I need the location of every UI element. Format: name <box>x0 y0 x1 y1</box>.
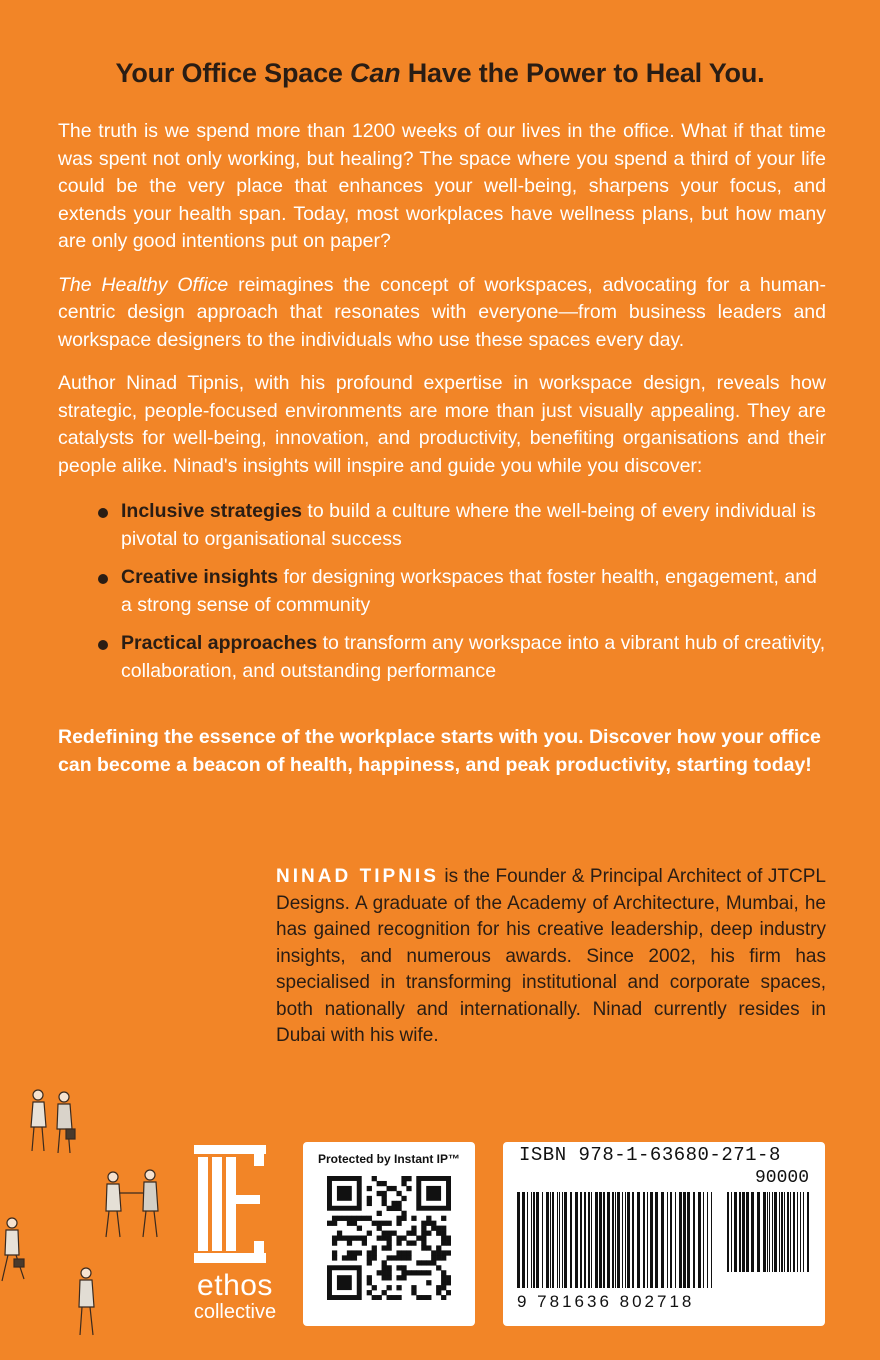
bullet-text: for designing workspaces that foster health, engagement, and a strong sense of community <box>121 566 817 616</box>
paragraph-2 <box>58 272 826 355</box>
barcode-digits: 9 781636 802718 <box>517 1292 695 1311</box>
description <box>58 118 826 696</box>
bullet-text: to transform any workspace into a vibrant hub of creativity, collaboration, and outstanding performance <box>121 632 826 682</box>
call-to-action: Redefining the essence of the workplace starts with you. Discover how your office can become a beacon of health, happiness, and peak productivity, starting today! <box>58 726 821 776</box>
bullet-lead: Creative insights <box>121 566 279 588</box>
people-illustration-icon <box>0 1085 170 1345</box>
publisher-name-2: collective <box>193 1301 277 1323</box>
bullet-icon <box>98 574 108 584</box>
barcode-icon <box>513 1192 813 1292</box>
isbn-label: ISBN 978-1-63680-271-8 <box>519 1144 781 1166</box>
bullet-text: to build a culture where the well-being of every individual is pivotal to organisational success <box>121 500 816 550</box>
bullet-icon <box>98 508 108 518</box>
publisher-name-1: ethos <box>197 1269 273 1302</box>
bullet-icon <box>98 640 108 650</box>
headline-part-2: Have the Power to Heal You. <box>400 58 765 88</box>
list-item <box>58 630 826 685</box>
list-item <box>58 564 826 619</box>
bullet-lead: Inclusive strategies <box>121 500 303 522</box>
list-item <box>58 498 826 553</box>
author-name: NINAD TIPNIS <box>276 866 439 887</box>
price-code: 90000 <box>754 1168 809 1188</box>
qr-code-panel <box>303 1142 475 1326</box>
paragraph-3: Author Ninad Tipnis, with his profound expertise in workspace design, reveals how strategic, people-focused environments are more than just visually appealing. They are catalysts for well-being, innovation, and productivity, benefiting organisations and their people alike. Ninad's insights will inspire and guide you while you discover: <box>58 372 826 477</box>
isbn-barcode-panel <box>503 1142 825 1326</box>
headline-emphasis: Can <box>350 58 401 88</box>
pillar-e-logo-icon <box>190 1145 280 1265</box>
publisher-logo <box>190 1145 280 1325</box>
qr-code-icon <box>327 1176 451 1300</box>
paragraph-2-text: reimagines the concept of workspaces, advocating for a human-centric design approach that resonates with everyone—from business leaders and workspace designers to the individuals who use these spaces every day. <box>58 273 826 351</box>
bullet-lead: Practical approaches <box>121 632 318 654</box>
bullet-list <box>58 498 826 685</box>
author-bio <box>276 864 826 1050</box>
headline <box>0 58 880 89</box>
author-bio-text: is the Founder & Principal Architect of JTCPL Designs. A graduate of the Academy of Architecture, Mumbai, he has gained recognition for his creative leadership, deep industry insights, and numerous awards. Since 2002, his firm has specialised in transforming institutional and corporate spaces, both nationally and internationally. Ninad currently resides in Dubai with his wife. <box>276 866 826 1046</box>
headline-part-1: Your Office Space <box>115 58 351 88</box>
paragraph-1: The truth is we spend more than 1200 weeks of our lives in the office. What if that time was spent not only working, but healing? The space where you spend a third of your life could be the very place that enhances your well-being, sharpens your focus, and extends your health span. Today, most workplaces have wellness plans, but how many are only good intentions put on paper? <box>58 120 826 252</box>
book-title: The Healthy Office <box>58 273 229 296</box>
qr-title: Protected by Instant IP™ <box>317 1152 461 1166</box>
